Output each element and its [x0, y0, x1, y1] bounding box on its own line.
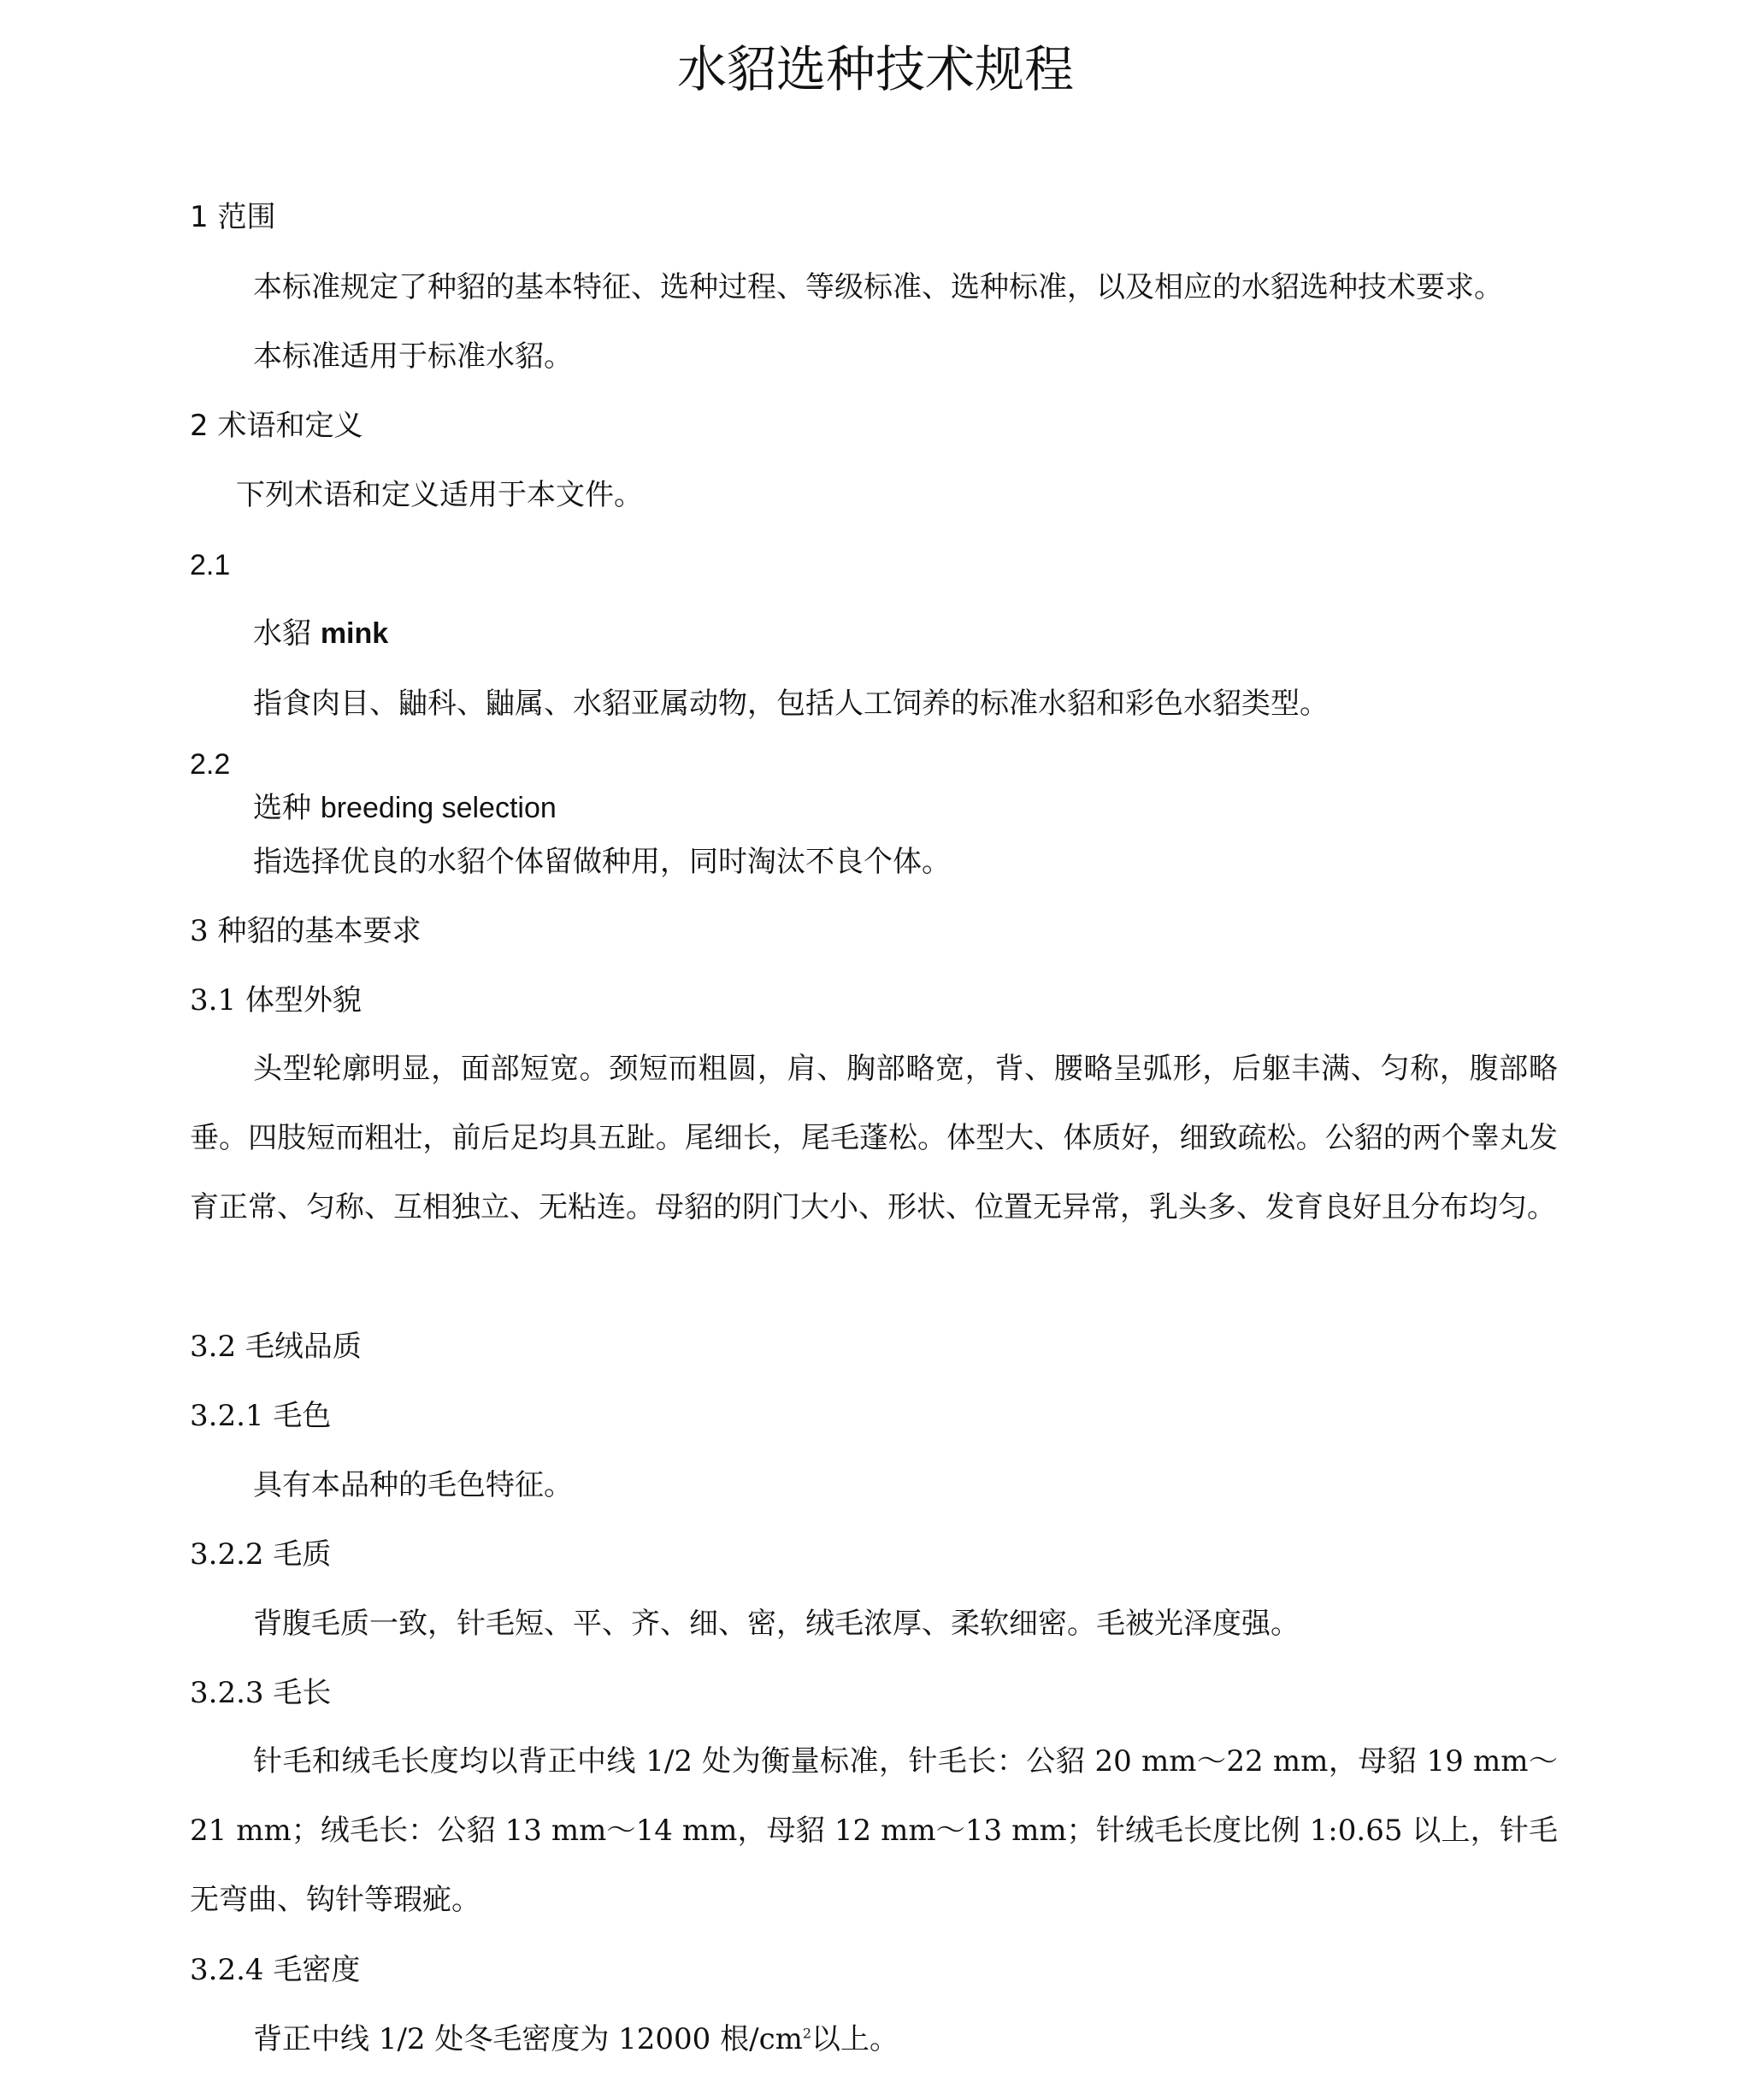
- section-3-2-3-heading: 3.2.3 毛长: [190, 1676, 332, 1710]
- document-title: 水貂选种技术规程: [676, 40, 1074, 98]
- section-1-heading: 1 范围: [190, 200, 276, 234]
- term-2-1-zh: 水貂: [253, 616, 311, 651]
- fur-density-suffix: 以上。: [811, 2022, 899, 2056]
- section-3-2-heading: 3.2 毛绒品质: [190, 1330, 362, 1364]
- section-3-2-2-text: 背腹毛质一致，针毛短、平、齐、细、密，绒毛浓厚、柔软细密。毛被光泽度强。: [253, 1607, 1300, 1641]
- section-1-paragraph-2: 本标准适用于标准水貂。: [253, 339, 573, 374]
- section-3-1-text: 头型轮廓明显，面部短宽。颈短而粗圆，肩、胸部略宽，背、腰略呈弧形，后躯丰满、匀称，腹部略垂。四肢短而粗壮，前后足均具五趾。尾细长，尾毛蓬松。体型大、体质好，细致疏松。公貂的两个睾丸发育正常、匀称、互相独立、无粘连。母貂的阴门大小、形状、位置无异常，乳头多、发育良好且分布均匀。: [190, 1052, 1558, 1224]
- term-2-1-en: mink: [320, 617, 389, 650]
- section-3-heading: 3 种貂的基本要求: [190, 914, 422, 948]
- section-3-1-heading: 3.1 体型外貌: [190, 983, 362, 1018]
- section-1-paragraph-1: 本标准规定了种貂的基本特征、选种过程、等级标准、选种标准，以及相应的水貂选种技术要求。: [253, 270, 1503, 304]
- term-2-2-name: [253, 790, 557, 826]
- section-3-2-4-heading: 3.2.4 毛密度: [190, 1953, 361, 1987]
- section-2-heading: 2 术语和定义: [190, 409, 363, 443]
- fur-density-text: 背正中线 1/2 处冬毛密度为 12000 根/cm: [253, 2022, 803, 2056]
- section-3-2-1-heading: 3.2.1 毛色: [190, 1399, 332, 1433]
- superscript-2: 2: [802, 2025, 812, 2042]
- term-2-1-name: [253, 616, 388, 652]
- term-2-2-definition: 指选择优良的水貂个体留做种用，同时淘汰不良个体。: [253, 845, 951, 879]
- term-2-2-en: breeding selection: [320, 792, 557, 824]
- term-2-2-number: 2.2: [190, 748, 231, 781]
- term-2-1-number: 2.1: [190, 549, 231, 581]
- section-3-2-3-text: 针毛和绒毛长度均以背正中线 1/2 处为衡量标准，针毛长：公貂 20 mm～22 mm，母貂 19 mm～21 mm；绒毛长：公貂 13 mm～14 mm，母貂 12 mm～13 mm；针绒毛长度比例 1:0.65 以上，针毛无弯曲、钩针等瑕疵。: [190, 1744, 1558, 1917]
- term-2-2-zh: 选种: [253, 791, 311, 825]
- section-3-2-4-text: [253, 2021, 899, 2057]
- section-3-2-1-text: 具有本品种的毛色特征。: [253, 1468, 573, 1502]
- section-2-intro: 下列术语和定义适用于本文件。: [236, 478, 643, 512]
- term-2-1-definition: 指食肉目、鼬科、鼬属、水貂亚属动物，包括人工饲养的标准水貂和彩色水貂类型。: [253, 687, 1329, 721]
- section-3-2-2-heading: 3.2.2 毛质: [190, 1537, 332, 1572]
